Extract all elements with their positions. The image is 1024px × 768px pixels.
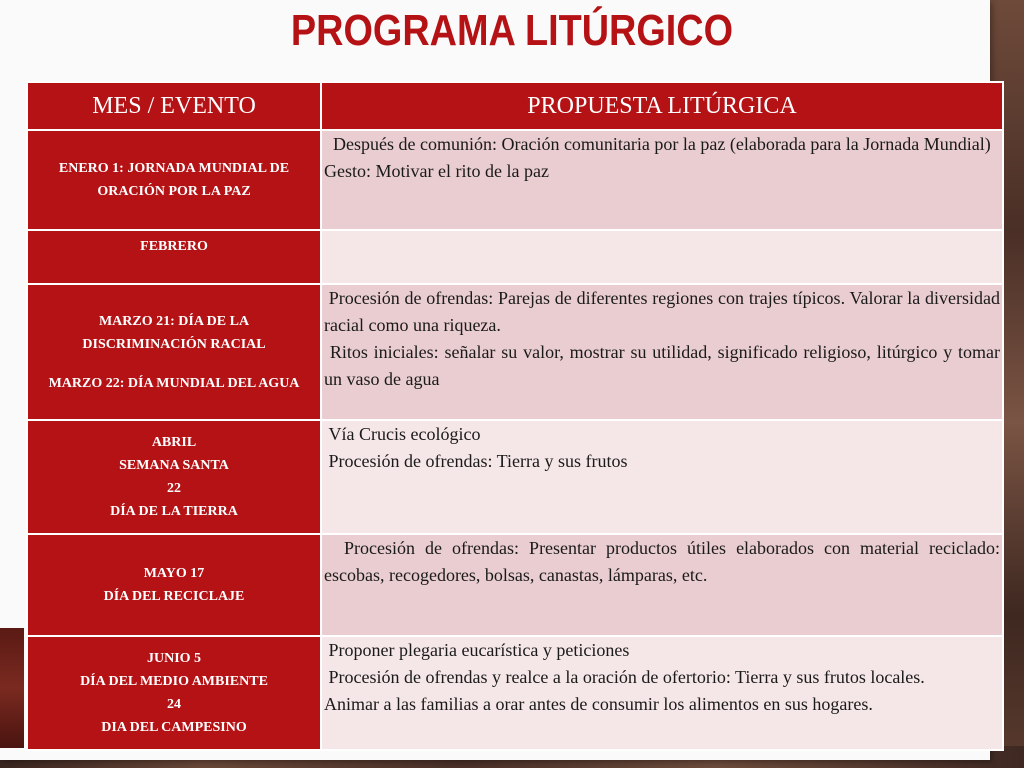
proposal-line: Animar a las familias a orar antes de consumir los alimentos en sus hogares. [324, 694, 873, 714]
proposal-line: Después de comunión: Oración comunitaria por la paz (elaborada para la Jornada Mundial) [324, 134, 991, 154]
proposal-line: Procesión de ofrendas: Tierra y sus frutos [324, 451, 628, 471]
month-line: 22 [167, 481, 181, 496]
proposal-line: Vía Crucis ecológico [324, 424, 481, 444]
month-line: MAYO 17 [143, 566, 205, 581]
month-line: 24 [167, 697, 181, 712]
month-line: MARZO 22: DÍA MUNDIAL DEL AGUA [48, 375, 300, 391]
month-line: DÍA DE LA TIERRA [110, 504, 238, 519]
month-line: JUNIO 5 [146, 651, 202, 666]
month-line: SEMANA SANTA [119, 458, 229, 473]
proposal-line: Proponer plegaria eucarística y peticiones [324, 640, 630, 660]
table-row [27, 284, 1003, 420]
month-cell [27, 230, 321, 284]
table-row [27, 420, 1003, 534]
month-cell [27, 420, 321, 534]
liturgy-table [26, 81, 1004, 751]
month-line: DÍA DEL MEDIO AMBIENTE [80, 674, 268, 689]
month-line: DISCRIMINACIÓN RACIAL [82, 336, 266, 352]
proposal-cell [321, 534, 1003, 636]
month-line: MARZO 21: DÍA DE LA [98, 313, 250, 329]
proposal-line: Ritos iniciales: señalar su valor, mostrar su utilidad, significado religioso, litúrgico y tomar un vaso de agua [324, 342, 1005, 389]
month-line: DÍA DEL RECICLAJE [103, 589, 245, 604]
proposal-line: Procesión de ofrendas: Parejas de diferentes regiones con trajes típicos. Valorar la diversidad racial como una riqueza. [324, 288, 1005, 335]
table-row [27, 636, 1003, 750]
month-gap [28, 356, 320, 372]
month-cell [27, 534, 321, 636]
proposal-cell [321, 130, 1003, 230]
table-body [27, 130, 1003, 750]
proposal-cell [321, 230, 1003, 284]
table-header-row [27, 82, 1003, 130]
month-line: DIA DEL CAMPESINO [101, 720, 247, 735]
header-month: MES / EVENTO [27, 82, 321, 130]
month-cell [27, 130, 321, 230]
header-proposal: PROPUESTA LITÚRGICA [321, 82, 1003, 130]
month-line: ABRIL [151, 435, 197, 450]
proposal-cell [321, 284, 1003, 420]
month-line: ENERO 1: JORNADA MUNDIAL DE [58, 161, 290, 176]
table-row [27, 130, 1003, 230]
proposal-cell [321, 420, 1003, 534]
proposal-line: Gesto: Motivar el rito de la paz [324, 161, 549, 181]
page-title: PROGRAMA LITÚRGICO [290, 6, 734, 55]
background-left-strip [0, 628, 24, 748]
proposal-cell [321, 636, 1003, 750]
proposal-line: Procesión de ofrendas y realce a la oración de ofertorio: Tierra y sus frutos locales. [324, 667, 925, 687]
proposal-line: Procesión de ofrendas: Presentar productos útiles elaborados con material reciclado: escobas, recogedores, bolsas, canastas, lámparas, etc. [324, 538, 1005, 585]
table-row [27, 230, 1003, 284]
month-cell [27, 284, 321, 420]
month-line: FEBRERO [140, 239, 208, 254]
month-line: ORACIÓN POR LA PAZ [97, 184, 251, 199]
table-row [27, 534, 1003, 636]
month-cell [27, 636, 321, 750]
